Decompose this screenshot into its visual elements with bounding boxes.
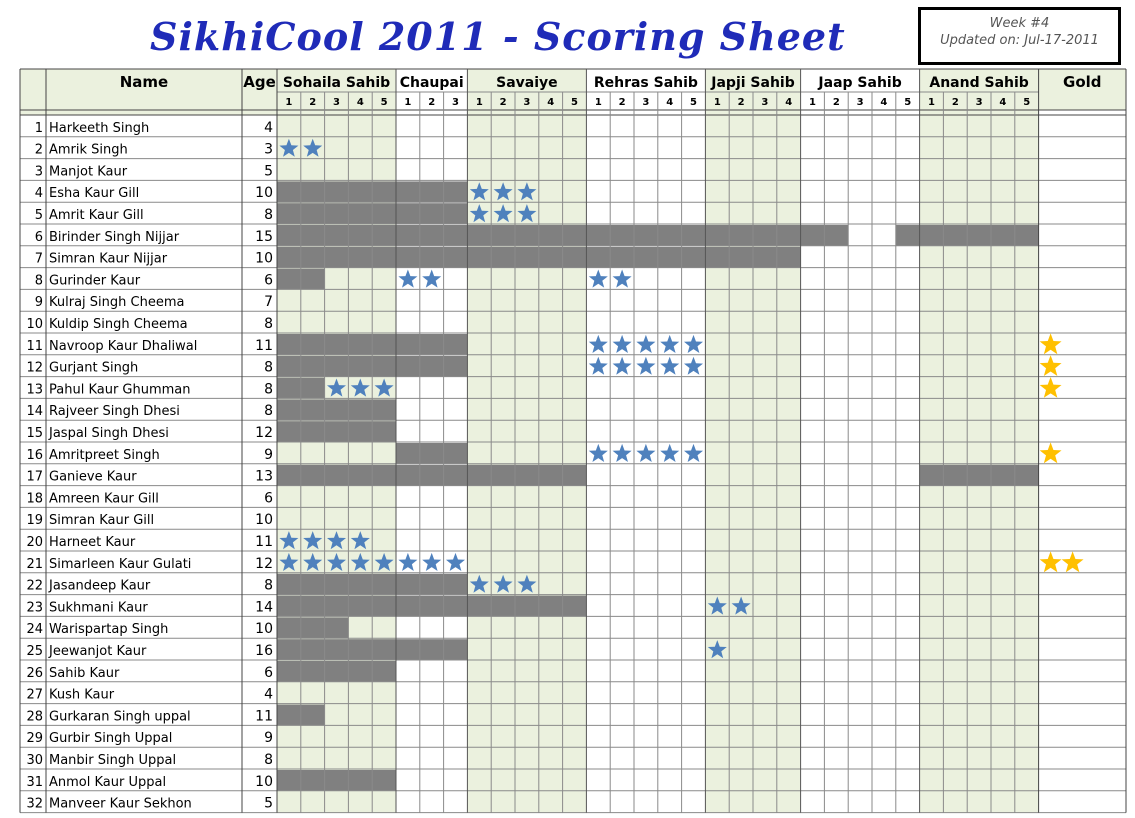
section-header-anand-sahib: Anand Sahib xyxy=(929,75,1029,91)
student-name: Anmol Kaur Uppal xyxy=(49,774,167,790)
column-number: 1 xyxy=(404,97,412,108)
row-number: 31 xyxy=(26,774,43,790)
completed-bar xyxy=(920,465,1039,486)
student-age: 14 xyxy=(255,599,273,616)
student-name: Gurjant Singh xyxy=(49,360,139,376)
row-number: 14 xyxy=(26,404,43,420)
blue-star-icon xyxy=(636,335,655,353)
column-number: 5 xyxy=(904,97,912,108)
column-number: 1 xyxy=(809,97,816,108)
student-age: 11 xyxy=(255,337,273,354)
row-number: 5 xyxy=(34,208,43,223)
row-number: 30 xyxy=(26,753,43,768)
row-number: 26 xyxy=(26,665,43,681)
column-number: 1 xyxy=(928,97,935,108)
student-name: Jeewanjot Kaur xyxy=(49,644,147,659)
blue-star-icon xyxy=(636,357,655,375)
completed-bar xyxy=(277,617,348,638)
column-number: 4 xyxy=(547,97,555,108)
gold-star-icon xyxy=(1040,551,1062,572)
row-number: 22 xyxy=(26,578,43,594)
column-number: 2 xyxy=(737,97,745,108)
row-number: 28 xyxy=(26,709,43,725)
blue-star-icon xyxy=(422,553,441,571)
column-number: 2 xyxy=(499,97,507,108)
column-number: 3 xyxy=(761,97,769,108)
section-header-rehras-sahib: Rehras Sahib xyxy=(593,75,698,91)
row-number: 32 xyxy=(26,796,43,812)
gold-star-icon xyxy=(1062,551,1084,572)
student-age: 11 xyxy=(255,534,273,550)
column-number: 4 xyxy=(999,97,1007,108)
student-name: Amrik Singh xyxy=(49,142,128,158)
student-name: Amreen Kaur Gill xyxy=(49,491,159,507)
student-age: 13 xyxy=(255,468,273,485)
row-number: 16 xyxy=(26,447,43,463)
column-number: 4 xyxy=(666,97,674,108)
student-age: 6 xyxy=(264,272,273,289)
student-name: Amrit Kaur Gill xyxy=(49,208,144,223)
column-number: 5 xyxy=(380,97,388,108)
section-header-jaap-sahib: Jaap Sahib xyxy=(818,75,902,91)
blue-star-icon xyxy=(636,444,655,462)
student-name: Kuldip Singh Cheema xyxy=(49,317,188,332)
blue-star-icon xyxy=(589,444,608,462)
column-number: 2 xyxy=(832,97,840,108)
student-age: 9 xyxy=(264,730,273,747)
column-number: 2 xyxy=(951,97,959,108)
column-number: 5 xyxy=(690,97,697,108)
row-number: 25 xyxy=(26,644,43,659)
student-name: Birinder Singh Nijjar xyxy=(49,229,180,245)
student-age: 8 xyxy=(264,207,273,223)
row-number: 20 xyxy=(26,535,43,550)
student-age: 10 xyxy=(255,512,273,529)
row-number: 11 xyxy=(26,338,43,354)
student-age: 8 xyxy=(264,577,273,594)
column-number: 1 xyxy=(713,97,721,108)
blue-star-icon xyxy=(398,553,417,571)
row-number: 9 xyxy=(34,295,43,311)
student-age: 8 xyxy=(264,316,273,332)
column-number: 4 xyxy=(356,97,364,108)
row-number: 21 xyxy=(26,556,43,572)
column-number: 2 xyxy=(428,97,436,108)
blue-star-icon xyxy=(589,357,608,375)
completed-bar xyxy=(277,596,586,617)
student-name: Jaspal Singh Dhesi xyxy=(49,426,169,441)
column-number: 5 xyxy=(1023,97,1031,108)
student-age: 11 xyxy=(255,708,273,725)
student-age: 15 xyxy=(255,228,273,245)
student-age: 4 xyxy=(264,119,273,136)
completed-bar xyxy=(277,399,396,420)
student-name: Manbir Singh Uppal xyxy=(49,753,177,768)
student-age: 10 xyxy=(255,773,273,790)
blue-star-icon xyxy=(589,270,608,288)
blue-star-icon xyxy=(613,270,632,288)
section-header-japji-sahib: Japji Sahib xyxy=(711,75,795,91)
row-number: 17 xyxy=(26,469,43,485)
row-number: 12 xyxy=(26,360,43,376)
column-number: 3 xyxy=(975,97,983,108)
blue-star-icon xyxy=(422,270,441,288)
column-number: 4 xyxy=(785,97,793,108)
row-number: 13 xyxy=(26,382,43,398)
gold-star-icon xyxy=(1040,355,1062,376)
student-age: 5 xyxy=(264,163,273,180)
row-number: 29 xyxy=(26,731,43,747)
student-age: 5 xyxy=(264,795,273,812)
blue-star-icon xyxy=(684,444,703,462)
column-number: 2 xyxy=(618,97,626,108)
completed-bar xyxy=(277,661,396,682)
student-name: Manjot Kaur xyxy=(49,164,128,180)
row-number: 8 xyxy=(34,273,43,289)
blue-star-icon xyxy=(684,335,703,353)
sheet-title: SikhiCool 2011 - Scoring Sheet xyxy=(150,14,846,59)
student-age: 4 xyxy=(264,686,273,703)
gold-star-icon xyxy=(1040,442,1062,463)
row-number: 2 xyxy=(34,142,43,158)
student-name: Warispartap Singh xyxy=(49,622,169,638)
student-age: 8 xyxy=(264,381,273,398)
row-number: 10 xyxy=(26,317,43,332)
student-name: Kush Kaur xyxy=(49,687,115,703)
student-name: Esha Kaur Gill xyxy=(49,186,140,202)
column-number: 3 xyxy=(452,97,459,108)
gold-header: Gold xyxy=(1063,73,1102,91)
row-number: 19 xyxy=(26,513,43,529)
student-name: Amritpreet Singh xyxy=(49,447,160,463)
section-header-chaupai: Chaupai xyxy=(399,75,464,91)
row-number: 23 xyxy=(26,600,43,616)
completed-bar xyxy=(277,770,396,791)
row-number: 3 xyxy=(34,164,43,180)
section-header-savaiye: Savaiye xyxy=(496,75,558,91)
student-name: Simran Kaur Nijjar xyxy=(49,251,168,267)
student-age: 10 xyxy=(255,621,273,638)
blue-star-icon xyxy=(398,270,417,288)
blue-star-icon xyxy=(660,357,679,375)
updated-label: Updated on: Jul-17-2011 xyxy=(940,33,1099,48)
age-header: Age xyxy=(243,73,276,91)
student-name: Simarleen Kaur Gulati xyxy=(49,556,192,572)
blue-star-icon xyxy=(589,335,608,353)
row-number: 27 xyxy=(26,687,43,703)
column-number: 5 xyxy=(571,97,578,108)
student-name: Harkeeth Singh xyxy=(49,120,150,136)
student-name: Rajveer Singh Dhesi xyxy=(49,404,180,420)
student-age: 10 xyxy=(255,185,273,202)
column-number: 4 xyxy=(880,97,888,108)
column-number: 1 xyxy=(285,97,293,108)
column-number: 3 xyxy=(642,97,650,108)
completed-bar xyxy=(396,443,467,464)
row-number: 1 xyxy=(34,120,43,136)
student-name: Navroop Kaur Dhaliwal xyxy=(49,338,198,354)
column-number: 3 xyxy=(523,97,531,108)
student-name: Gurbir Singh Uppal xyxy=(49,731,173,747)
student-name: Pahul Kaur Ghumman xyxy=(49,382,191,398)
column-number: 1 xyxy=(594,97,602,108)
row-number: 6 xyxy=(34,229,43,245)
student-name: Jasandeep Kaur xyxy=(49,578,151,594)
student-name: Sukhmani Kaur xyxy=(49,600,148,616)
student-age: 12 xyxy=(255,425,273,441)
student-age: 6 xyxy=(264,490,273,507)
student-age: 12 xyxy=(255,555,273,572)
blue-star-icon xyxy=(660,444,679,462)
student-name: Gurinder Kaur xyxy=(49,273,141,289)
student-age: 8 xyxy=(264,359,273,376)
column-number: 1 xyxy=(475,97,483,108)
student-age: 7 xyxy=(264,294,273,311)
blue-star-icon xyxy=(684,357,703,375)
column-number: 3 xyxy=(333,97,340,108)
student-name: Kulraj Singh Cheema xyxy=(49,295,185,311)
student-age: 8 xyxy=(264,752,273,768)
row-number: 7 xyxy=(34,251,43,267)
student-age: 8 xyxy=(264,403,273,420)
blue-star-icon xyxy=(446,553,465,571)
blue-star-icon xyxy=(613,357,632,375)
student-age: 10 xyxy=(255,250,273,267)
student-age: 9 xyxy=(264,446,273,463)
row-number: 15 xyxy=(26,426,43,441)
row-number: 24 xyxy=(26,622,43,638)
student-name: Gurkaran Singh uppal xyxy=(49,709,191,725)
gold-star-icon xyxy=(1040,377,1062,398)
week-label: Week #4 xyxy=(989,16,1050,31)
student-name: Simran Kaur Gill xyxy=(49,513,155,529)
row-number: 18 xyxy=(26,491,43,507)
student-age: 3 xyxy=(264,141,273,158)
completed-bar xyxy=(277,465,586,486)
column-number: 2 xyxy=(309,97,317,108)
name-header: Name xyxy=(119,73,169,91)
student-age: 6 xyxy=(264,664,273,681)
section-header-sohaila-sahib: Sohaila Sahib xyxy=(282,75,391,91)
student-name: Manveer Kaur Sekhon xyxy=(49,796,192,812)
blue-star-icon xyxy=(660,335,679,353)
blue-star-icon xyxy=(613,444,632,462)
student-name: Ganieve Kaur xyxy=(49,469,137,485)
gold-star-icon xyxy=(1040,333,1062,354)
student-age: 16 xyxy=(255,643,273,659)
blue-star-icon xyxy=(613,335,632,353)
header-corner xyxy=(20,69,46,115)
completed-bar xyxy=(277,421,396,442)
column-number: 3 xyxy=(856,97,864,108)
row-number: 4 xyxy=(34,186,43,202)
student-name: Harneet Kaur xyxy=(49,535,136,550)
student-name: Sahib Kaur xyxy=(49,665,120,681)
